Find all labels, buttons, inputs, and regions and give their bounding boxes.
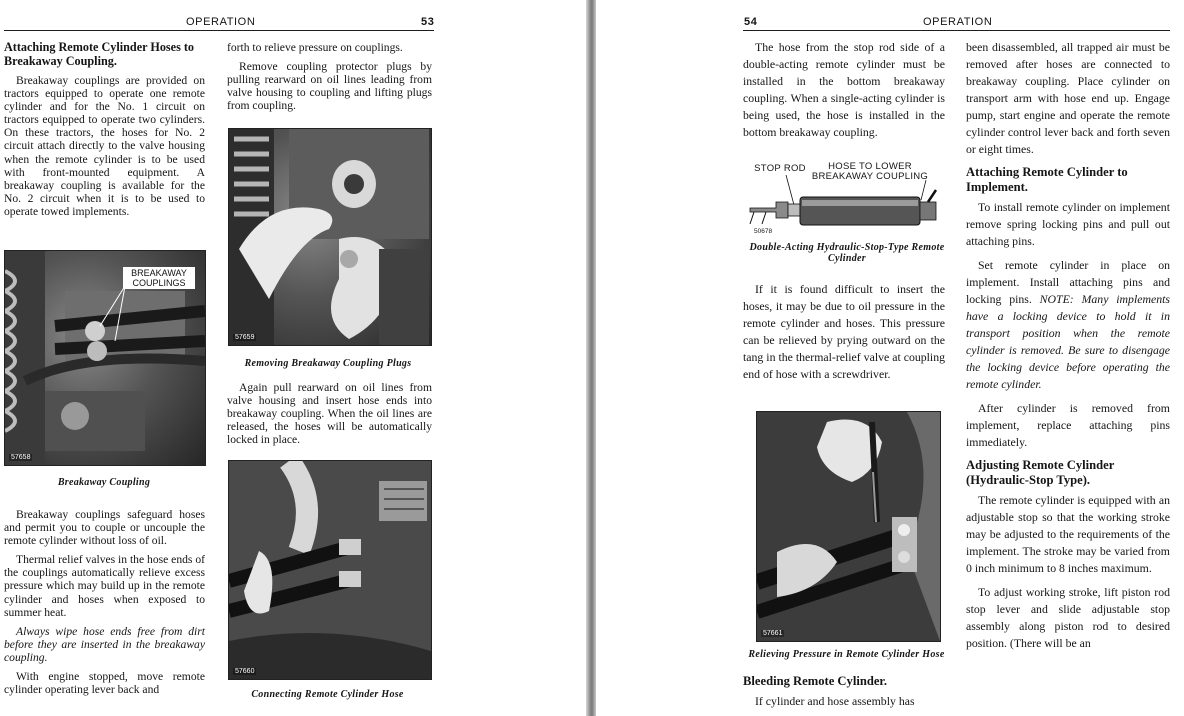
left-paragraph: Breakaway couplings safeguard hoses and permit you to couple or uncouple the remote cylinder without loss of oil. (4, 508, 205, 548)
left-column-1-bottom (4, 508, 205, 702)
left-page (0, 0, 586, 716)
stop-rod-label: STOP ROD (754, 163, 806, 174)
photo-number: 57659 (235, 334, 255, 341)
right-note-italic: NOTE: Many implements have a locking device to hold it in transport position when the remote cylinder is removed. Be sure to disengage the locking device before operating the remote cylinder. (966, 292, 1170, 391)
remote-cylinder-diagram-caption: Double-Acting Hydraulic-Stop-Type Remote Cylinder (749, 242, 945, 264)
right-paragraph: been disassembled, all trapped air must be removed after hoses are connected to breakaway coupling. Place cylinder on transport arm with hose end up. Engage pump, start engine and operate the remote cylinder control lever back and forth seven or eight times. (966, 40, 1170, 156)
connecting-hose-caption: Connecting Remote Cylinder Hose (251, 689, 404, 700)
right-paragraph-text: Set remote cylinder in place on implement. Install attaching pins and locking pins. (966, 258, 1170, 306)
left-paragraph: With engine stopped, move remote cylinder operating lever back and (4, 670, 205, 697)
breakaway-coupling-photo (4, 250, 206, 466)
breakaway-coupling-caption: Breakaway Coupling (57, 477, 151, 488)
left-header-title: OPERATION (186, 16, 256, 28)
removing-plugs-illustration (229, 129, 431, 345)
right-column-1-top (743, 39, 945, 148)
right-paragraph: The remote cylinder is equipped with an adjustable stop so that the working stroke may be adjusted to the requirements of the implement. The stroke may be varied from 0 inch minimum to 8 inches maximum. (966, 493, 1170, 575)
left-column-2-top (227, 41, 432, 118)
left-section-heading: Attaching Remote Cylinder Hoses to Breakaway Coupling. (4, 40, 195, 68)
remote-cylinder-diagram (746, 160, 946, 240)
left-paragraph: Thermal relief valves in the hose ends of the couplings automatically relieve excess pressure which may build up in the remote cylinder and hoses when exposed to summer heat. (4, 553, 205, 619)
right-column-1-middle (743, 281, 945, 390)
right-running-header (743, 16, 1170, 31)
left-paragraph: forth to relieve pressure on couplings. (227, 41, 403, 54)
right-header-title: OPERATION (923, 16, 993, 28)
right-paragraph: To install remote cylinder on implement remove spring locking pins and pull out attaching pins. (966, 200, 1170, 248)
right-paragraph: To adjust working stroke, lift piston rod stop lever and slide adjustable stop assembly along piston rod to desired position. (There will be an (966, 585, 1170, 650)
bleeding-heading: Bleeding Remote Cylinder. (743, 674, 888, 688)
relieving-pressure-illustration (757, 412, 940, 641)
left-paragraph: Again pull rearward on oil lines from valve housing and insert hose ends into breakaway coupling. When the oil lines are released, the hoses will be automatically locked in place. (227, 381, 432, 447)
left-column-1-top (4, 41, 205, 224)
attaching-implement-heading: Attaching Remote Cylinder to Implement. (966, 165, 1128, 194)
diagram-photo-number: 50678 (754, 228, 773, 235)
left-italic-paragraph: Always wipe hose ends free from dirt before they are inserted in the breakaway coupling. (4, 624, 205, 664)
right-paragraph: If it is found difficult to insert the hoses, it may be due to oil pressure in the remote cylinder and hoses. This pressure can be relieved by prying outward on the tang in the thermal-relief valve at coupling end of hose with a screwdriver. (743, 282, 945, 381)
removing-plugs-caption: Removing Breakaway Coupling Plugs (244, 358, 412, 369)
relieving-pressure-photo (756, 411, 941, 642)
right-page-number: 54 (744, 16, 758, 28)
hose-label: HOSE TO LOWER BREAKAWAY COUPLING (811, 161, 929, 182)
photo-number: 57660 (235, 668, 255, 675)
remote-cylinder-drawing (746, 160, 946, 240)
removing-plugs-photo (228, 128, 432, 346)
relieving-pressure-caption: Relieving Pressure in Remote Cylinder Hose (748, 649, 945, 660)
left-column-2-middle (227, 381, 432, 452)
right-paragraph: The hose from the stop rod side of a double-acting remote cylinder must be installed in the bottom breakaway coupling. When a single-acting cylinder is being used, the hose is installed in the bottom breakaway coupling. (743, 40, 945, 139)
book-gutter (586, 0, 596, 716)
photo-number: 57661 (763, 630, 783, 637)
right-column-2 (966, 39, 1170, 659)
breakaway-couplings-callout: BREAKAWAY COUPLINGS (123, 267, 195, 289)
right-page (596, 0, 1184, 716)
adjusting-cylinder-heading: Adjusting Remote Cylinder (Hydraulic-Stop Type). (966, 458, 1115, 487)
right-paragraph: If cylinder and hose assembly has (755, 694, 915, 708)
connecting-hose-illustration (229, 461, 431, 679)
left-paragraph: Breakaway couplings are provided on tractors equipped to operate one remote cylinder and for the No. 1 circuit on tractors equipped to operate two cylinders. On these tractors, the hoses for No. 2 circuit attach directly to the valve housing when the remote cylinder is to be used with front-mounted equipment. A breakaway coupling is available for the No. 2 circuit when it is to be used to operate towed implements. (4, 74, 205, 218)
connecting-hose-photo (228, 460, 432, 680)
left-running-header (4, 16, 434, 31)
right-column-1-bottom (743, 674, 945, 716)
right-paragraph (966, 257, 1170, 393)
left-page-number: 53 (421, 16, 435, 28)
left-paragraph: Remove coupling protector plugs by pulling rearward on oil lines leading from valve housing to coupling and lifting plugs from coupling. (227, 60, 432, 113)
photo-number: 57658 (11, 454, 31, 461)
right-paragraph: After cylinder is removed from implement, replace attaching pins immediately. (966, 401, 1170, 449)
